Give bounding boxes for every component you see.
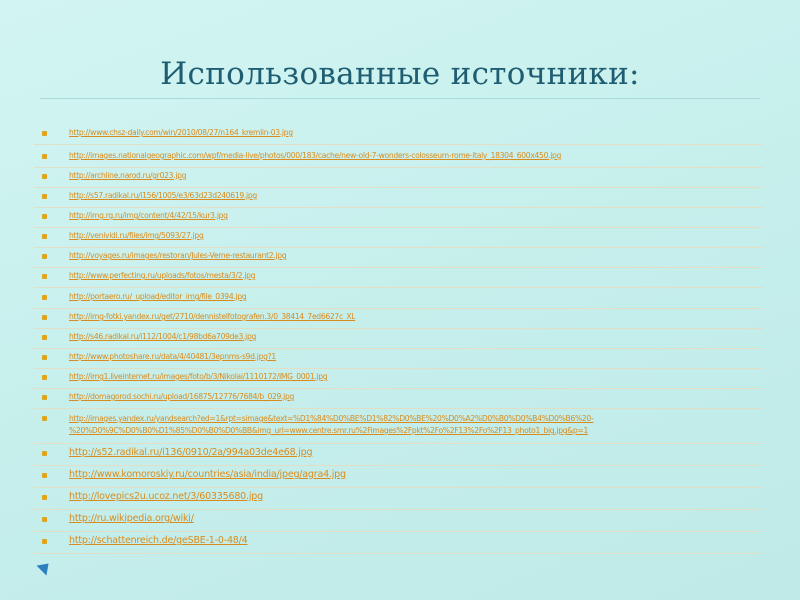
bullet-icon (42, 517, 47, 522)
bullet-icon (42, 295, 47, 300)
row-divider (34, 443, 764, 444)
bullet-icon (42, 154, 47, 159)
bullet-icon (42, 395, 47, 400)
bullet-icon (42, 355, 47, 360)
bullet-icon (42, 539, 47, 544)
source-link[interactable]: http://www.photoshare.ru/data/4/40481/3epnms-s9d.jpg?1 (69, 352, 276, 361)
row-divider (34, 267, 764, 268)
row-divider (34, 308, 764, 309)
row-divider (34, 368, 764, 369)
row-divider (34, 509, 764, 510)
source-link[interactable]: http://img-fotki.yandex.ru/get/2710/dennistelfotografen.3/0_38414_7ed6627c_XL (69, 312, 356, 321)
source-link[interactable]: http://ru.wikipedia.org/wiki/ (69, 513, 194, 524)
bullet-icon (42, 254, 47, 259)
source-link[interactable]: http://schattenreich.de/geSBE-1-0-48/4 (69, 535, 248, 546)
bullet-icon (42, 194, 47, 199)
bullet-icon (42, 274, 47, 279)
slide-title: Использованные источники: (160, 56, 640, 92)
row-divider (34, 247, 764, 248)
bullet-icon (42, 416, 47, 421)
source-link[interactable]: http://lovepics2u.ucoz.net/3/60335680.jpg (69, 491, 263, 502)
row-divider (34, 144, 764, 145)
row-divider (34, 167, 764, 168)
bullet-icon (42, 473, 47, 478)
row-divider (34, 227, 764, 228)
source-link[interactable]: http://venividi.ru/files/img/5093/27.jpg (69, 231, 204, 240)
source-link[interactable]: http://portaero.ru/_upload/editor_img/file_0394.jpg (69, 292, 247, 301)
bullet-icon (42, 495, 47, 500)
row-divider (34, 328, 764, 329)
source-link[interactable]: http://images.nationalgeographic.com/wpf/media-live/photos/000/183/cache/new-old-7-wonders-colosseum-rome-italy_18304_600x450.jpg (69, 151, 562, 160)
row-divider (34, 465, 764, 466)
source-link[interactable]: http://s57.radikal.ru/i156/1005/e3/63d23d240619.jpg (69, 191, 257, 200)
row-divider (34, 408, 764, 409)
source-link[interactable]: http://www.chsz-daily.com/win/2010/08/27/n164_kremlin-03.jpg (69, 128, 293, 137)
source-link[interactable]: http://s52.radikal.ru/i136/0910/2a/994a03de4e68.jpg (69, 447, 313, 458)
bullet-icon (42, 174, 47, 179)
bullet-icon (42, 131, 47, 136)
bullet-icon (42, 214, 47, 219)
row-divider (34, 348, 764, 349)
source-link[interactable]: http://img.rg.ru/img/content/4/42/15/kur3.jpg (69, 211, 228, 220)
source-link[interactable]: http://www.komoroskiy.ru/countries/asia/india/jpeg/agra4.jpg (69, 469, 346, 480)
row-divider (34, 207, 764, 208)
source-link[interactable]: http://voyages.ru/images/restoran/Jules-Verne-restaurant2.jpg (69, 251, 287, 260)
row-divider (34, 187, 764, 188)
bullet-icon (42, 315, 47, 320)
source-link[interactable]: http://img1.liveinternet.ru/images/foto/b/3/Nikolai/1110172/IMG_0001.jpg (69, 372, 328, 381)
bullet-icon (42, 375, 47, 380)
source-link[interactable]: http://domagorod.sochi.ru/upload/16875/12776/7684/b_029.jpg (69, 392, 295, 401)
bullet-icon (42, 451, 47, 456)
row-divider (34, 553, 764, 554)
bullet-icon (42, 234, 47, 239)
row-divider (34, 487, 764, 488)
bullet-icon (42, 335, 47, 340)
source-link[interactable]: http://images.yandex.ru/yandsearch?ed=1&rpt=simage&text=%D1%84%D0%BE%D1%82%D0%BE%20%D0%A2%D0%B0%D0%B4%D0%B6%20-%20%D0%9C%D0%B0%D1%85%D0%B0%D0%BB&img_url=www.centre.smr.ru%2Fimages%2Fpkt%2Fo%2F13%2Fo%2F13_photo1_big.jpg&p=1 (69, 414, 594, 435)
source-link[interactable]: http://www.perfecting.ru/uploads/fotos/mesta/3/2.jpg (69, 271, 256, 280)
row-divider (34, 531, 764, 532)
source-link[interactable]: http://s46.radikal.ru/i112/1004/c1/98bd6a709de3.jpg (69, 332, 257, 341)
row-divider (34, 388, 764, 389)
row-divider (34, 287, 764, 288)
source-link[interactable]: http://archline.narod.ru/gr023.jpg (69, 171, 187, 180)
